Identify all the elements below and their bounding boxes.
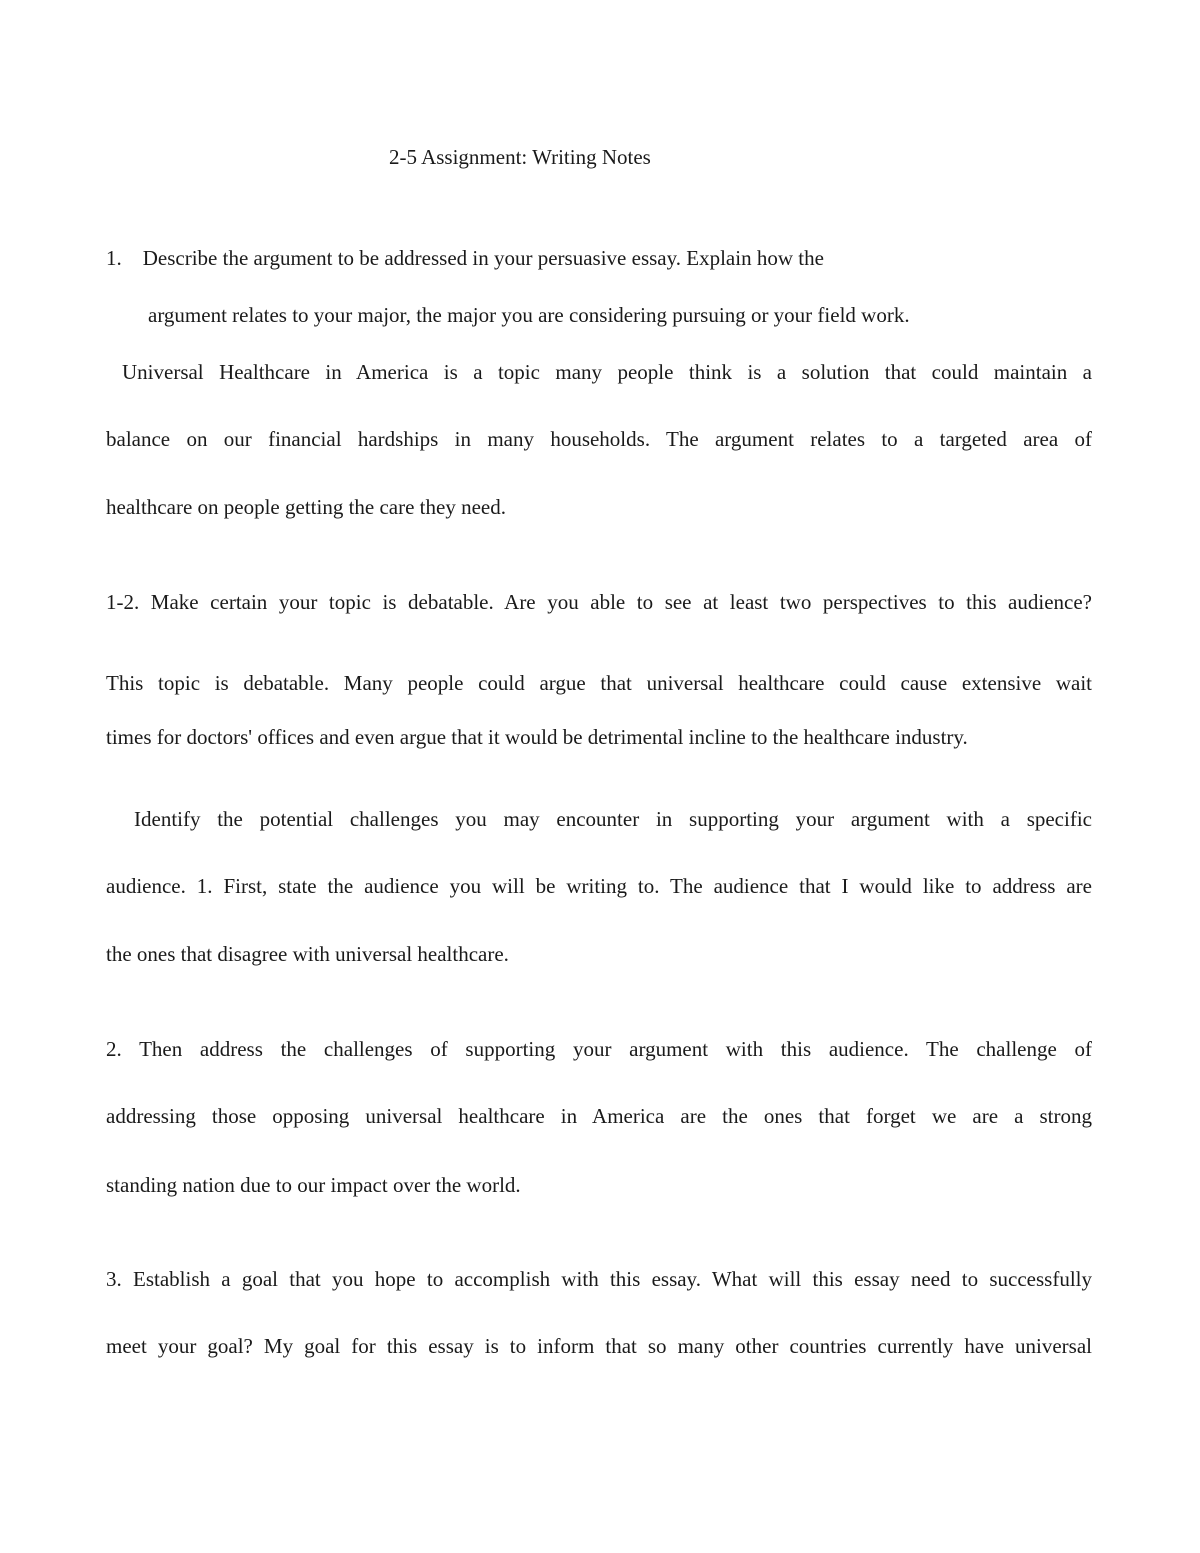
question-2-line-2: addressing those opposing universal healthcare in America are the ones that forget we are a strong [106, 1104, 1092, 1128]
challenges-line-2: audience. 1. First, state the audience you will be writing to. The audience that I would like to address are [106, 874, 1092, 898]
question-3-line-1: 3. Establish a goal that you hope to accomplish with this essay. What will this essay need to successfully [106, 1267, 1092, 1291]
answer-1-2-line-1: This topic is debatable. Many people could argue that universal healthcare could cause extensive wait [106, 671, 1092, 695]
question-2-line-1: 2. Then address the challenges of supporting your argument with this audience. The challenge of [106, 1037, 1092, 1061]
page-title: 2-5 Assignment: Writing Notes [389, 145, 651, 169]
answer-1-line-1: Universal Healthcare in America is a topic many people think is a solution that could maintain a [122, 360, 1092, 384]
answer-1-2-line-2: times for doctors' offices and even argue that it would be detrimental incline to the healthcare industry. [106, 725, 968, 749]
question-3-line-2: meet your goal? My goal for this essay is to inform that so many other countries currently have universal [106, 1334, 1092, 1358]
question-1-2-line: 1-2. Make certain your topic is debatable. Are you able to see at least two perspectives to this audience? [106, 590, 1092, 614]
question-2-line-3: standing nation due to our impact over the world. [106, 1173, 521, 1197]
challenges-line-3: the ones that disagree with universal healthcare. [106, 942, 509, 966]
answer-1-line-3: healthcare on people getting the care they need. [106, 495, 506, 519]
challenges-line-1: Identify the potential challenges you may encounter in supporting your argument with a specific [134, 807, 1092, 831]
question-1-line-1: 1. Describe the argument to be addressed in your persuasive essay. Explain how the [106, 246, 824, 270]
answer-1-line-2: balance on our financial hardships in many households. The argument relates to a targeted area of [106, 427, 1092, 451]
question-1-line-2: argument relates to your major, the major you are considering pursuing or your field work. [148, 303, 910, 327]
